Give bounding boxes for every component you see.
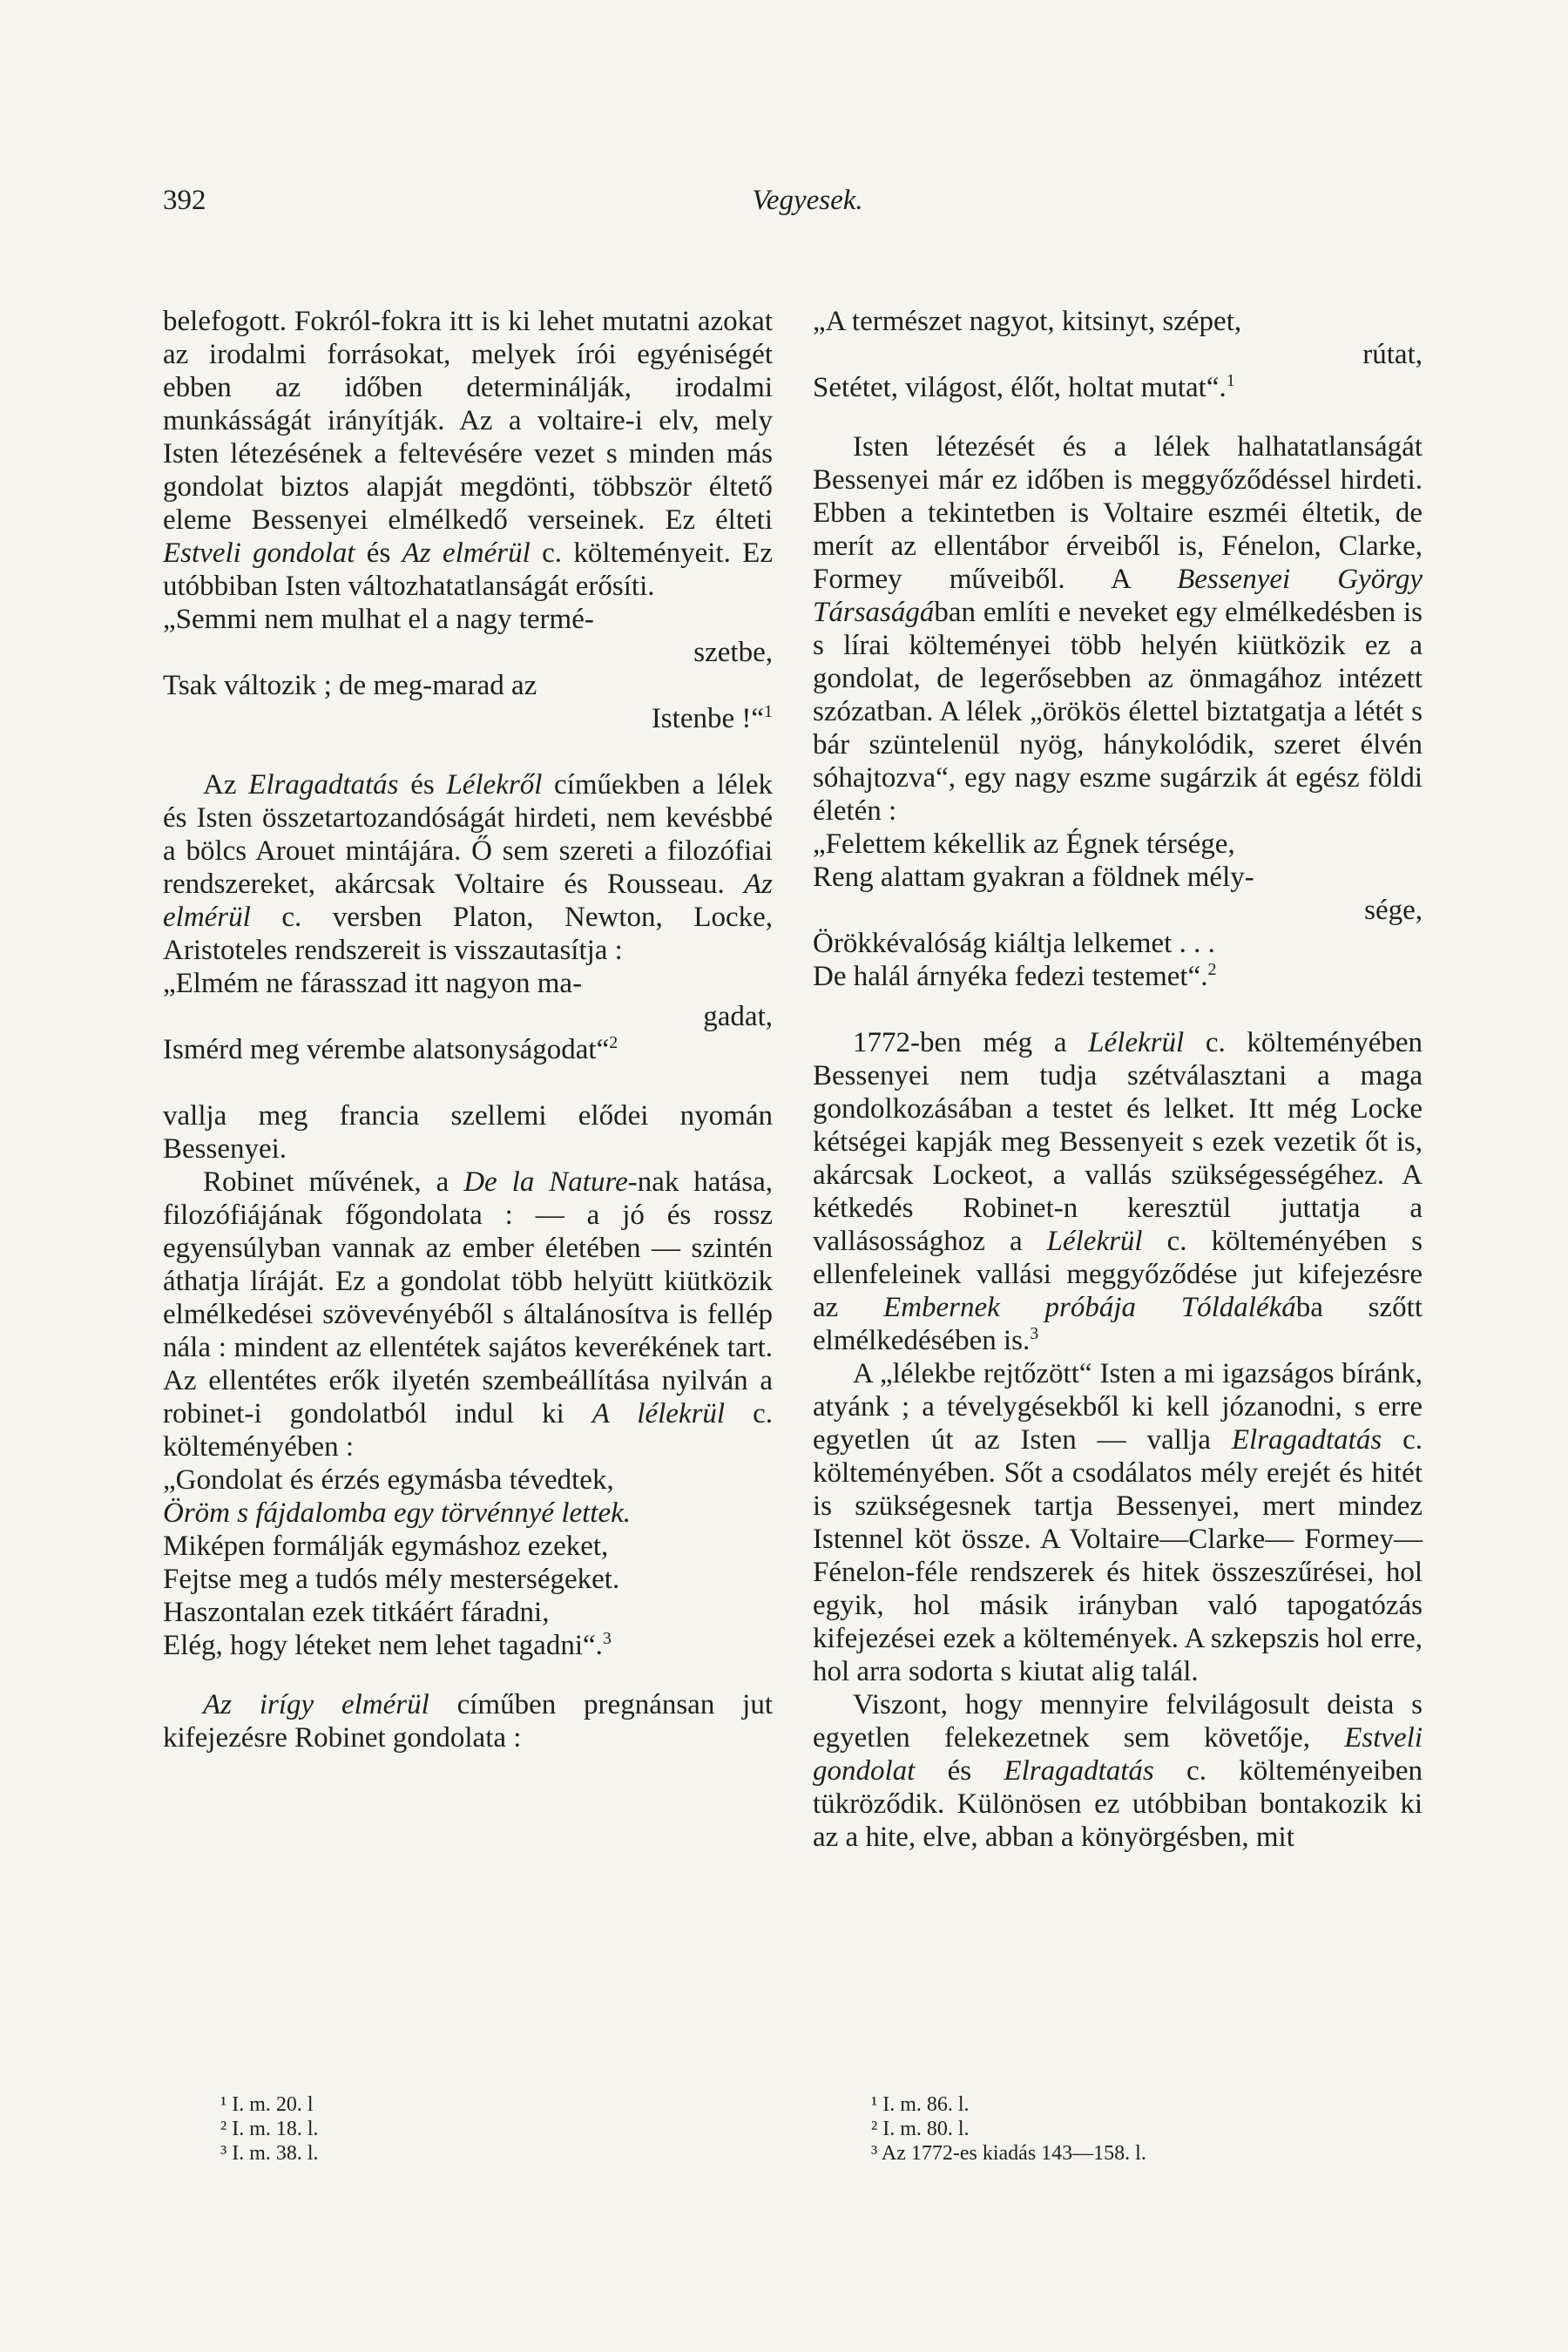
footnote: ³ I. m. 38. l. (220, 2142, 319, 2165)
verse-quote: „Gondolat és érzés egymásba tévedtek, Öröm s fájdalomba egy törvénnyé lettek. Miképen formálják egymáshoz ezeket, Fejtse meg a tudós mély mesterségeket. Haszontalan ezek titkáért fáradni, Elég, hogy léteket nem lehet tagadni“.$^3$ (163, 1464, 632, 1661)
footnote: ¹ I. m. 86. l. (871, 2093, 970, 2116)
footnote-ref: 1 (764, 702, 773, 721)
paragraph: Robinet művének, a De la Nature-nak hatása, filozófiájának főgondolata : — a jó és rossz egyensúlyban vannak az ember életében — szintén áthatja líráját. Ez a gondolat több helyütt kiütközik elmélkedései szövevényéből s általánosítva is fellép nála : mindent az ellentétek sajátos keverékének tart. Az ellentétes erők ilyetén szembeállítása nyilván a robinet-i gondolatból indul ki A lélekrül c. költeményében : (163, 1166, 774, 1463)
footnote: ² I. m. 18. l. (220, 2118, 319, 2140)
right-column (813, 305, 1423, 1854)
footnote-ref: 2 (1207, 960, 1217, 979)
footnote: ² I. m. 80. l. (871, 2118, 970, 2140)
paragraph: Az irígy elmérül címűben pregnánsan jut kifejezésre Robinet gondolata : (163, 1689, 773, 1754)
paragraph: vallja meg francia szellemi elődei nyomán Bessenyei. (163, 1100, 773, 1165)
verse-quote: „A természet nagyot, kitsinyt, szépet, rútat, Setétet, világost, élőt, holtat mutat“.$^1$ (813, 306, 1423, 403)
paragraph: Isten létezését és a lélek halhatatlanságát Bessenyei már ez időben is meggyőződéssel hirdeti. Ebben a tekintetben is Voltaire eszméi éltetik, de merít az ellentábor érveiből is, Fénelon, Clarke, Formey műveiből. A Bessenyei György Társaságában említi e neveket egy elmélkedésben is s lírai költeményei több helyén kiütközik ez a gondolat, de legerősebben az önmagához intézett szózatban. A lélek „örökös élettel biztatgatja a létét s bár szüntelenül nyög, hánykolódik, szeret élvén sóhajtozva“, egy nagy eszme sugárzik át egész földi életén : (813, 431, 1423, 827)
footnote-ref: 3 (1030, 1324, 1039, 1343)
paragraph: belefogott. Fokról-fokra itt is ki lehet mutatni azokat az irodalmi forrásokat, melyek írói egyéniségét ebben az időben determinálják, irodalmi munkásságát irányítják. Az a voltaire-i elv, mely Isten létezésének a feltevésére vezet s minden más gondolat biztos alapját megdönti, többször éltető eleme Bessenyei elmélkedő verseinek. Ez élteti Estveli gondolat és Az elmérül c. költeményeit. Ez utóbbiban Isten változhatatlanságát erősíti. (163, 306, 773, 602)
footnotes-left (220, 2092, 319, 2166)
paragraph: Viszont, hogy mennyire felvilágosult deista s egyetlen felekezetnek sem követője, Estveli gondolat és Elragadtatás c. költeményeiben tükröződik. Különösen ez utóbbiban bontakozik ki az a hite, elve, abban a könyörgésben, mit (813, 1689, 1423, 1853)
footnote: ¹ I. m. 20. l (220, 2093, 314, 2116)
page-number: 392 (163, 185, 206, 216)
footnotes-right (871, 2092, 1146, 2166)
paragraph: 1772-ben még a Lélekrül c. költeményében Bessenyei nem tudja szétválasztani a maga gondolkozásában a testet és lelket. Itt még Locke kétségei kapják meg Bessenyeit s ezek vezetik őt is, akárcsak Lockeot, a vallás szükségességéhez. A kétkedés Robinet-n keresztül juttatja a vallásossághoz a Lélekrül c. költeményében s ellenfeleinek vallási meggyőződése jut kifejezésre az Embernek próbája Tóldalékába szőtt elmélkedésében is.$^3$ (813, 1027, 1423, 1356)
verse-quote: „Felettem kékellik az Égnek térsége, Reng alattam gyakran a földnek mély- sége, Örökkévalóság kiáltja lelkemet . . . De halál árnyéka fedezi testemet“.$^2$ (813, 828, 1423, 992)
running-title: Vegyesek. (752, 185, 863, 216)
footnote-ref: 1 (1226, 371, 1235, 390)
verse-quote: „Semmi nem mulhat el a nagy termé- szetbe, Tsak változik ; de meg-marad az Istenbe !“$^1$ (163, 604, 773, 734)
paragraph: A „lélekbe rejtőzött“ Isten a mi igazságos bíránk, atyánk ; a tévelygésekből ki kell józanodni, s erre egyetlen út az Isten — vallja Elragadtatás c. költeményében. Sőt a csodálatos mély erejét és hitét is szükségesnek tartja Bessenyei, mert mindez Istennel köt össze. A Voltaire—Clarke— Formey— Fénelon-féle rendszerek és hitek összeszűrései, hol egyik, hol másik irányban való tapogatózás kifejezései ezek a költemények. A szkepszis hol erre, hol arra sodorta s kiutat alig talál. (813, 1358, 1423, 1687)
footnote: ³ Az 1772-es kiadás 143—158. l. (871, 2142, 1146, 2165)
footnote-ref: 2 (609, 1033, 618, 1052)
footnote-ref: 3 (602, 1629, 612, 1648)
left-column (163, 305, 773, 1754)
verse-quote: „Elmém ne fárasszad itt nagyon ma- gadat, Ismérd meg vérembe alatsonyságodat“$^2$ (163, 968, 773, 1065)
page-header (163, 185, 1452, 226)
paragraph: Az Elragadtatás és Lélekről címűekben a lélek és Isten összetartozandóságát hirdeti, nem kevésbbé a bölcs Arouet mintájára. Ő sem szereti a filozófiai rendszereket, akárcsak Voltaire és Rousseau. Az elmérül c. versben Platon, Newton, Locke, Aristoteles rendszereit is visszautasítja : (163, 769, 773, 966)
